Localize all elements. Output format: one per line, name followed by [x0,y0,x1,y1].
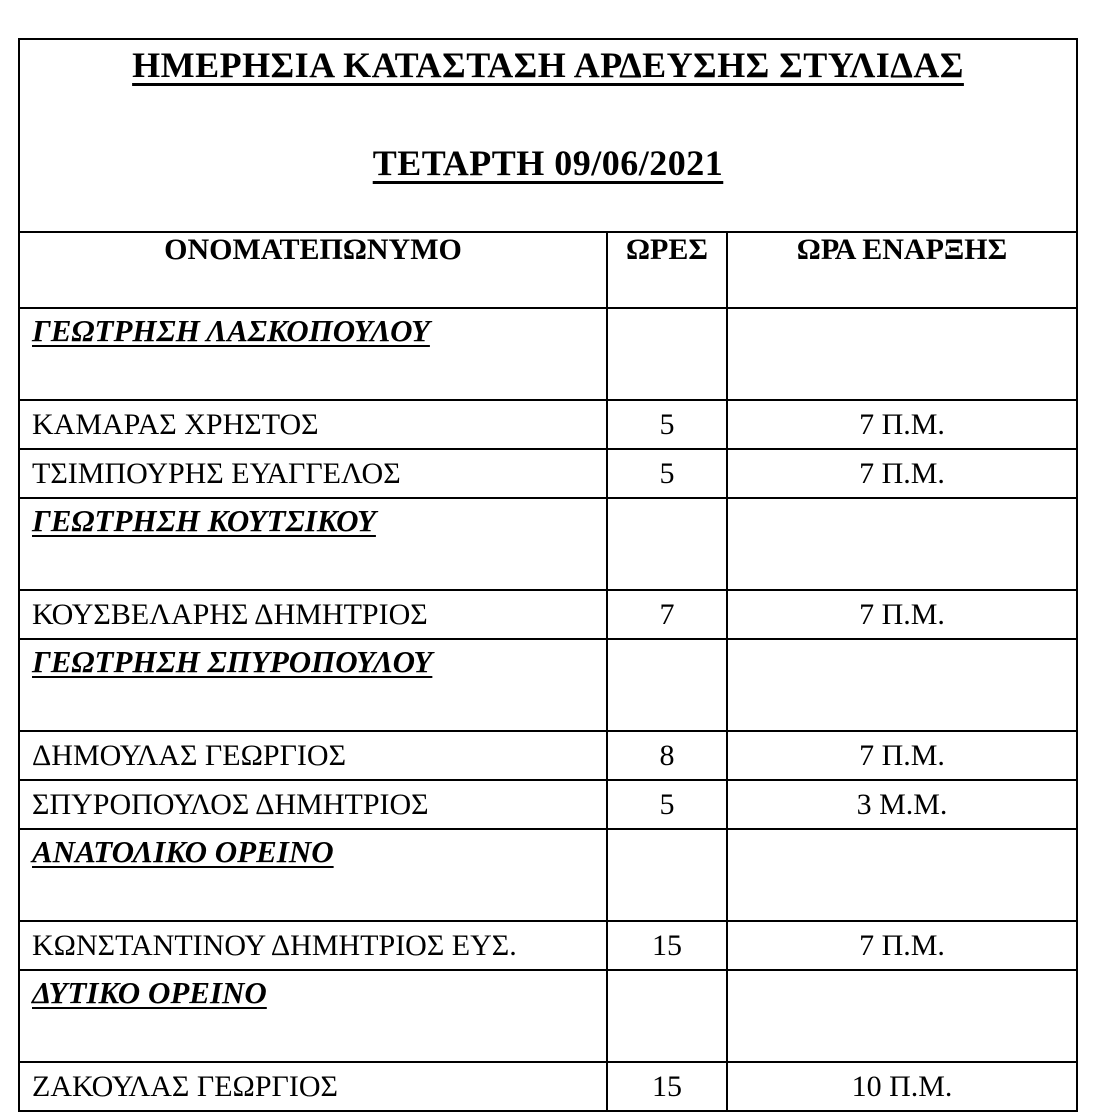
section-row [19,639,1077,731]
table-header-row [19,232,1077,308]
table-row [19,400,1077,449]
section-start-cell [727,639,1077,731]
person-start-time: 7 Π.Μ. [727,590,1077,639]
section-title: ΓΕΩΤΡΗΣΗ ΚΟΥΤΣΙΚΟΥ [19,498,607,590]
section-title: ΓΕΩΤΡΗΣΗ ΣΠΥΡΟΠΟΥΛΟΥ [19,639,607,731]
table-row [19,1062,1077,1111]
person-start-time: 3 Μ.Μ. [727,780,1077,829]
person-hours: 5 [607,780,727,829]
section-row [19,829,1077,921]
header-name: ΟΝΟΜΑΤΕΠΩΝΥΜΟ [19,232,607,308]
section-title: ΓΕΩΤΡΗΣΗ ΛΑΣΚΟΠΟΥΛΟΥ [19,308,607,400]
header-start-time: ΩΡΑ ΕΝΑΡΞΗΣ [727,232,1077,308]
schedule-table [18,231,1078,1112]
person-name: ΔΗΜΟΥΛΑΣ ΓΕΩΡΓΙΟΣ [19,731,607,780]
person-name: ΚΩΝΣΤΑΝΤΙΝΟΥ ΔΗΜΗΤΡΙΟΣ ΕΥΣ. [19,921,607,970]
person-hours: 15 [607,921,727,970]
person-name: ΚΟΥΣΒΕΛΑΡΗΣ ΔΗΜΗΤΡΙΟΣ [19,590,607,639]
table-row [19,731,1077,780]
section-start-cell [727,308,1077,400]
person-hours: 5 [607,449,727,498]
person-start-time: 7 Π.Μ. [727,731,1077,780]
section-hours-cell [607,308,727,400]
person-hours: 5 [607,400,727,449]
person-hours: 15 [607,1062,727,1111]
section-row [19,970,1077,1062]
section-row [19,308,1077,400]
section-hours-cell [607,970,727,1062]
table-row [19,921,1077,970]
person-name: ΤΣΙΜΠΟΥΡΗΣ ΕΥΑΓΓΕΛΟΣ [19,449,607,498]
person-start-time: 7 Π.Μ. [727,449,1077,498]
document-title: ΗΜΕΡΗΣΙΑ ΚΑΤΑΣΤΑΣΗ ΑΡΔΕΥΣΗΣ ΣΤΥΛΙΔΑΣ [132,45,964,85]
person-hours: 7 [607,590,727,639]
table-row [19,780,1077,829]
person-start-time: 7 Π.Μ. [727,921,1077,970]
irrigation-schedule-document [18,38,1078,1112]
person-start-time: 10 Π.Μ. [727,1062,1077,1111]
section-title: ΔΥΤΙΚΟ ΟΡΕΙΝΟ [19,970,607,1062]
section-start-cell [727,970,1077,1062]
title-box [18,38,1078,231]
table-row [19,590,1077,639]
section-row [19,498,1077,590]
header-hours: ΩΡΕΣ [607,232,727,308]
section-hours-cell [607,639,727,731]
section-hours-cell [607,498,727,590]
table-row [19,449,1077,498]
document-date: ΤΕΤΑΡΤΗ 09/06/2021 [372,143,724,183]
person-name: ΖΑΚΟΥΛΑΣ ΓΕΩΡΓΙΟΣ [19,1062,607,1111]
person-name: ΚΑΜΑΡΑΣ ΧΡΗΣΤΟΣ [19,400,607,449]
section-title: ΑΝΑΤΟΛΙΚΟ ΟΡΕΙΝΟ [19,829,607,921]
table-body [19,308,1077,1111]
section-start-cell [727,829,1077,921]
person-start-time: 7 Π.Μ. [727,400,1077,449]
section-start-cell [727,498,1077,590]
section-hours-cell [607,829,727,921]
person-name: ΣΠΥΡΟΠΟΥΛΟΣ ΔΗΜΗΤΡΙΟΣ [19,780,607,829]
person-hours: 8 [607,731,727,780]
